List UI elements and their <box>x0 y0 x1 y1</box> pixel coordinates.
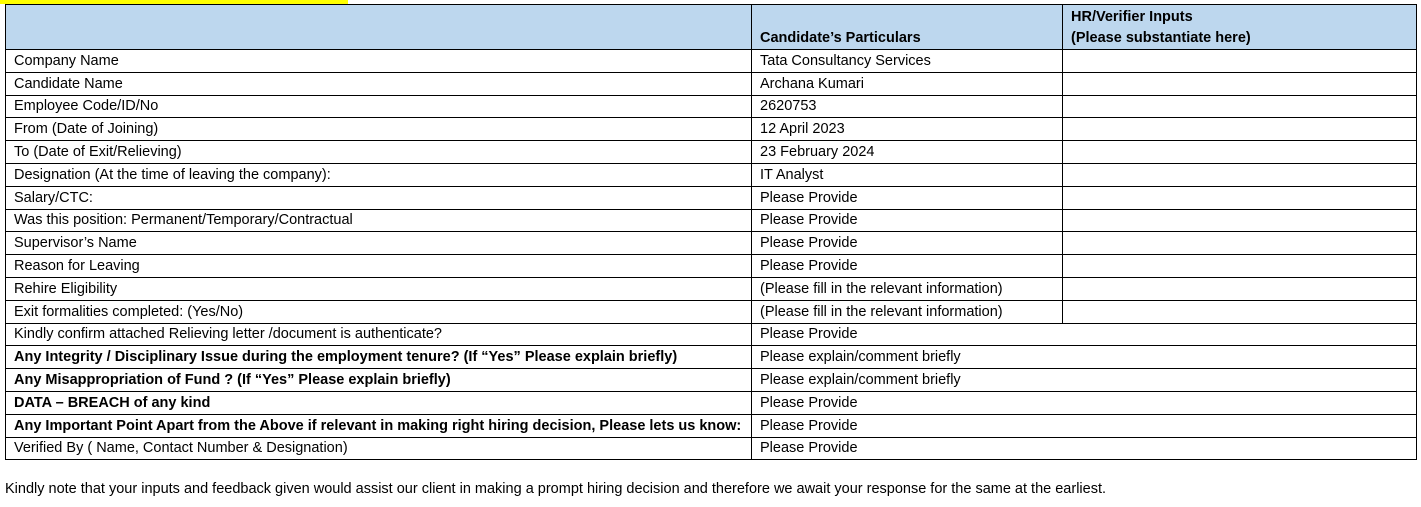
row-value[interactable]: Please Provide <box>752 255 1063 278</box>
row-label: Salary/CTC: <box>6 186 752 209</box>
header-hr-line2: (Please substantiate here) <box>1071 30 1251 46</box>
row-hr-input[interactable] <box>1063 163 1417 186</box>
row-label: To (Date of Exit/Relieving) <box>6 141 752 164</box>
table-row <box>6 163 1417 186</box>
row-label: Candidate Name <box>6 72 752 95</box>
row-label: Rehire Eligibility <box>6 277 752 300</box>
row-label: Reason for Leaving <box>6 255 752 278</box>
row-label: Any Important Point Apart from the Above if relevant in making right hiring decision, Please lets us know: <box>6 414 752 437</box>
row-hr-input[interactable] <box>1063 186 1417 209</box>
row-hr-input[interactable] <box>1063 72 1417 95</box>
table-row <box>6 300 1417 323</box>
row-label: Kindly confirm attached Relieving letter /document is authenticate? <box>6 323 752 346</box>
row-value[interactable]: 2620753 <box>752 95 1063 118</box>
header-candidate-particulars: Candidate’s Particulars <box>752 5 1063 50</box>
row-value[interactable]: 12 April 2023 <box>752 118 1063 141</box>
header-hr-line1: HR/Verifier Inputs <box>1071 9 1193 25</box>
table-row <box>6 277 1417 300</box>
row-value[interactable]: Please Provide <box>752 232 1063 255</box>
row-label: Verified By ( Name, Contact Number & Designation) <box>6 437 752 460</box>
header-hr-verifier-inputs <box>1063 5 1417 50</box>
table-row <box>6 391 1417 414</box>
table-row <box>6 232 1417 255</box>
row-value[interactable]: Please explain/comment briefly <box>752 346 1417 369</box>
table-row <box>6 141 1417 164</box>
table-row <box>6 323 1417 346</box>
row-label: Exit formalities completed: (Yes/No) <box>6 300 752 323</box>
row-value[interactable]: Please Provide <box>752 209 1063 232</box>
row-value[interactable]: Tata Consultancy Services <box>752 50 1063 73</box>
row-hr-input[interactable] <box>1063 277 1417 300</box>
row-value[interactable]: Please Provide <box>752 186 1063 209</box>
footnote-text: Kindly note that your inputs and feedback given would assist our client in making a prompt hiring decision and therefore we await your response for the same at the earliest. <box>5 481 1107 497</box>
table-row <box>6 118 1417 141</box>
row-label: From (Date of Joining) <box>6 118 752 141</box>
row-label: Employee Code/ID/No <box>6 95 752 118</box>
row-value[interactable]: Please Provide <box>752 323 1417 346</box>
row-hr-input[interactable] <box>1063 300 1417 323</box>
row-hr-input[interactable] <box>1063 209 1417 232</box>
row-value[interactable]: 23 February 2024 <box>752 141 1063 164</box>
row-label: DATA – BREACH of any kind <box>6 391 752 414</box>
table-row <box>6 72 1417 95</box>
row-value[interactable]: (Please fill in the relevant information) <box>752 277 1063 300</box>
table-header-row <box>6 5 1417 50</box>
row-value[interactable]: IT Analyst <box>752 163 1063 186</box>
row-label: Any Integrity / Disciplinary Issue during the employment tenure? (If “Yes” Please explain briefly) <box>6 346 752 369</box>
row-value[interactable]: (Please fill in the relevant information) <box>752 300 1063 323</box>
table-row <box>6 414 1417 437</box>
row-label: Supervisor’s Name <box>6 232 752 255</box>
row-value[interactable]: Please explain/comment briefly <box>752 369 1417 392</box>
row-hr-input[interactable] <box>1063 95 1417 118</box>
table-row <box>6 369 1417 392</box>
table-row <box>6 186 1417 209</box>
row-hr-input[interactable] <box>1063 50 1417 73</box>
row-hr-input[interactable] <box>1063 141 1417 164</box>
row-value[interactable]: Please Provide <box>752 437 1417 460</box>
table-row <box>6 50 1417 73</box>
table-row <box>6 255 1417 278</box>
row-hr-input[interactable] <box>1063 255 1417 278</box>
row-value[interactable]: Please Provide <box>752 391 1417 414</box>
row-label: Was this position: Permanent/Temporary/Contractual <box>6 209 752 232</box>
table-row <box>6 437 1417 460</box>
header-label-column <box>6 5 752 50</box>
row-label: Any Misappropriation of Fund ? (If “Yes” Please explain briefly) <box>6 369 752 392</box>
row-value[interactable]: Archana Kumari <box>752 72 1063 95</box>
row-label: Company Name <box>6 50 752 73</box>
row-label: Designation (At the time of leaving the company): <box>6 163 752 186</box>
table-row <box>6 346 1417 369</box>
row-value[interactable]: Please Provide <box>752 414 1417 437</box>
row-hr-input[interactable] <box>1063 232 1417 255</box>
table-row <box>6 209 1417 232</box>
verification-form-table <box>5 4 1417 460</box>
table-row <box>6 95 1417 118</box>
row-hr-input[interactable] <box>1063 118 1417 141</box>
